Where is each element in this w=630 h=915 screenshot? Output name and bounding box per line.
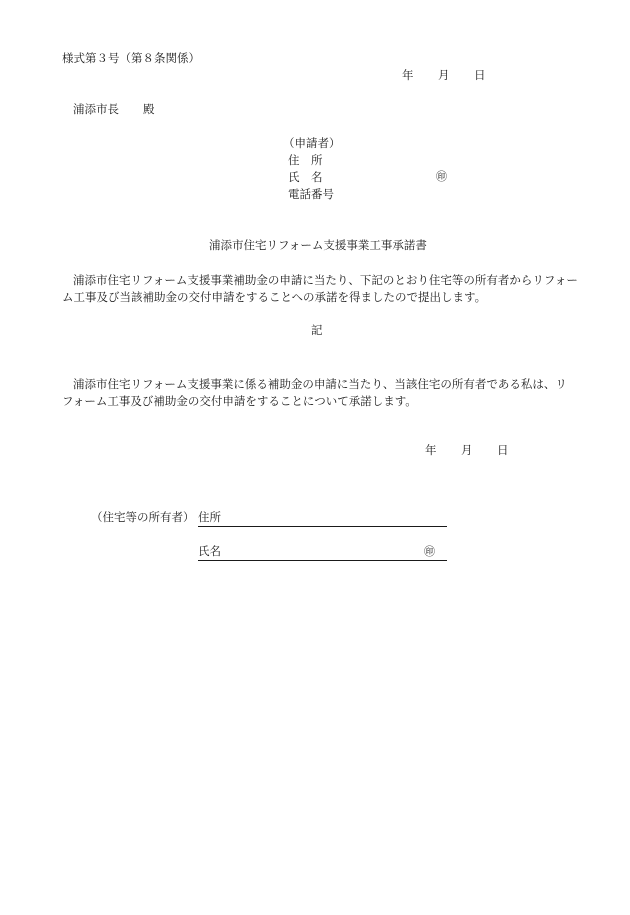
document-title: 浦添市住宅リフォーム支援事業工事承諾書	[209, 238, 427, 252]
applicant-heading: （申請者）	[283, 136, 341, 150]
applicant-address-label: 住 所	[288, 153, 323, 167]
applicant-seal-mark: ㊞	[436, 170, 447, 183]
owner-address-label: 住所	[198, 510, 221, 524]
addressee-name: 浦添市長	[73, 102, 119, 116]
consent-day-label: 日	[497, 443, 509, 457]
consent-date	[425, 445, 509, 457]
date-year-label: 年	[402, 68, 414, 82]
owner-address-field	[198, 512, 447, 527]
consent-statement: 浦添市住宅リフォーム支援事業に係る補助金の申請に当たり、当該住宅の所有者である私は、リフォーム工事及び補助金の交付申請をすることについて承諾します。	[62, 377, 567, 408]
owner-label: （住宅等の所有者）	[91, 510, 195, 524]
consent-month-label: 月	[461, 443, 473, 457]
owner-name-label: 氏名	[198, 544, 221, 558]
applicant-name-label: 氏 名	[288, 170, 323, 184]
ki-heading: 記	[311, 323, 323, 337]
date-day-label: 日	[474, 68, 486, 82]
submission-date	[402, 70, 486, 82]
form-number: 様式第３号（第８条関係）	[62, 51, 200, 65]
consent-year-label: 年	[425, 443, 437, 457]
submission-statement: 浦添市住宅リフォーム支援事業補助金の申請に当たり、下記のとおり住宅等の所有者からリフォーム工事及び当該補助金の交付申請をすることへの承諾を得ましたので提出します。	[62, 273, 578, 304]
date-month-label: 月	[438, 68, 450, 82]
addressee-honorific: 殿	[143, 102, 155, 116]
owner-seal-mark: ㊞	[424, 545, 435, 558]
owner-name-field	[198, 546, 447, 561]
addressee	[73, 104, 155, 116]
applicant-phone-label: 電話番号	[288, 187, 334, 201]
